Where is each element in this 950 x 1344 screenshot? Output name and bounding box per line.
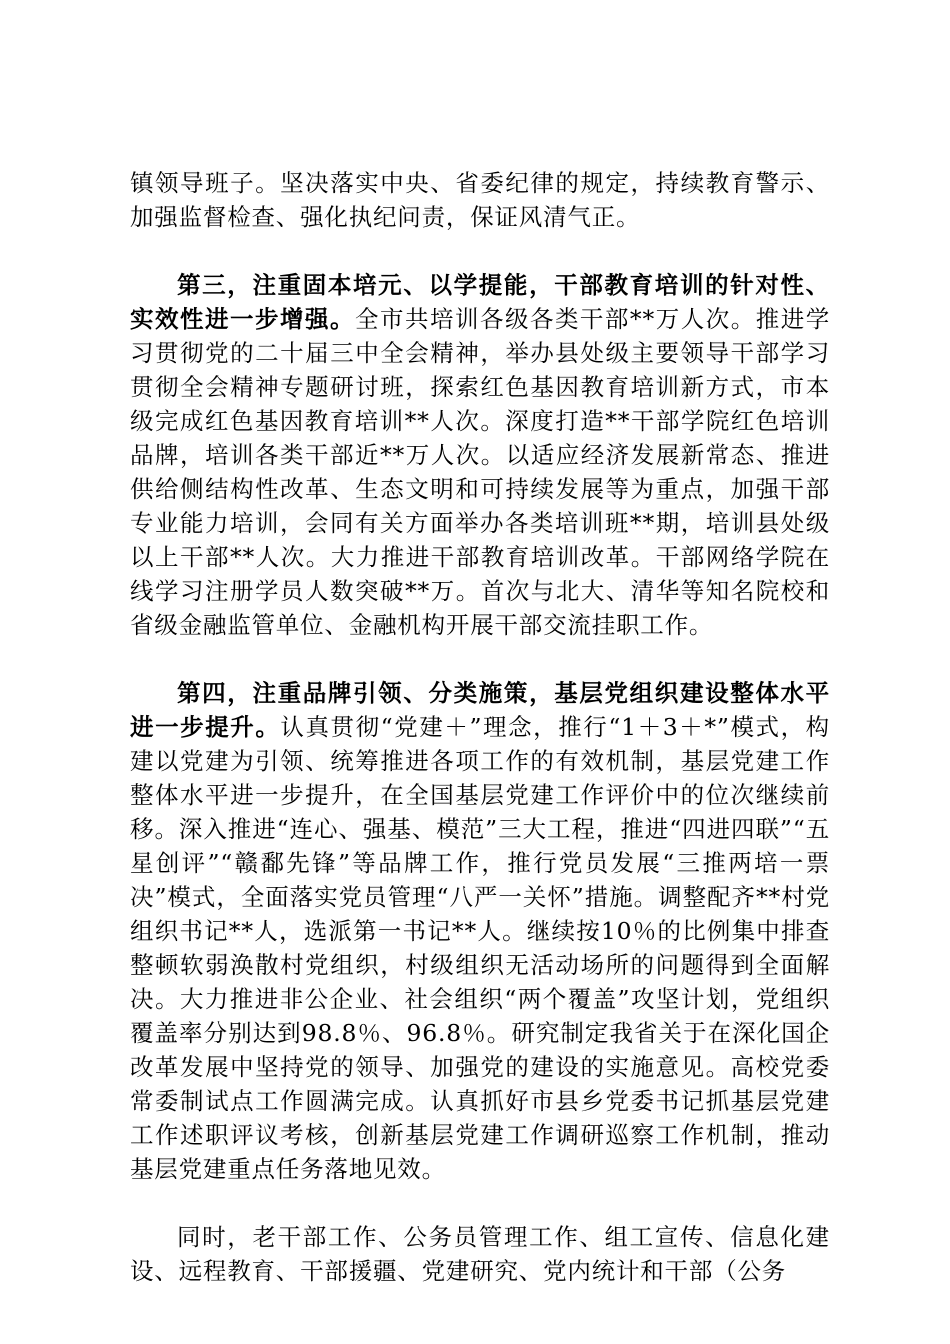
paragraph-2-text: 全市共培训各级各类干部**万人次。推进学习贯彻党的二十届三中全会精神，举办县处级主要领导干部学习贯彻全会精神专题研讨班，探索红色基因教育培训新方式，市本级完成红色基因教育培训**人次。深度打造**干部学院红色培训品牌，培训各类干部近**万人次。以适应经济发展新常态、推进供给侧结构性改革、生态文明和可持续发展等为重点，加强干部专业能力培训，会同有关方面举办各类培训班**期，培训县处级以上干部**人次。大力推进干部教育培训改革。干部网络学院在线学习注册学员人数突破**万。首次与北大、清华等知名院校和省级金融监管单位、金融机构开展干部交流挂职工作。 <box>130 305 830 639</box>
paragraph-4-text: 同时，老干部工作、公务员管理工作、组工宣传、信息化建设、远程教育、干部援疆、党建研究、党内统计和干部（公务 <box>130 1223 830 1285</box>
paragraph-2 <box>130 268 830 642</box>
paragraph-3 <box>130 676 830 1186</box>
paragraph-3-heading: 第四，注重品牌引领、分类施策，基层党组织建设整体水平进一步提升。 <box>130 679 830 741</box>
document-body <box>130 166 830 1322</box>
paragraph-2-heading: 第三，注重固本培元、以学提能，干部教育培训的针对性、实效性进一步增强。 <box>130 271 830 333</box>
paragraph-1 <box>130 166 830 234</box>
paragraph-1-text: 镇领导班子。坚决落实中央、省委纪律的规定，持续教育警示、加强监督检查、强化执纪问责，保证风清气正。 <box>130 169 830 231</box>
paragraph-4 <box>130 1220 830 1288</box>
paragraph-3-text: 认真贯彻“党建＋”理念，推行“1＋3＋*”模式，构建以党建为引领、统筹推进各项工作的有效机制，基层党建工作整体水平进一步提升，在全国基层党建工作评价中的位次继续前移。深入推进“连心、强基、模范”三大工程，推进“四进四联”“五星创评”“赣鄱先锋”等品牌工作，推行党员发展“三推两培一票决”模式，全面落实党员管理“八严一关怀”措施。调整配齐**村党组织书记**人，选派第一书记**人。继续按10％的比例集中排查整顿软弱涣散村党组织，村级组织无活动场所的问题得到全面解决。大力推进非公企业、社会组织“两个覆盖”攻坚计划，党组织覆盖率分别达到98.8％、96.8％。研究制定我省关于在深化国企改革发展中坚持党的领导、加强党的建设的实施意见。高校党委常委制试点工作圆满完成。认真抓好市县乡党委书记抓基层党建工作述职评议考核，创新基层党建工作调研巡察工作机制，推动基层党建重点任务落地见效。 <box>130 713 830 1183</box>
